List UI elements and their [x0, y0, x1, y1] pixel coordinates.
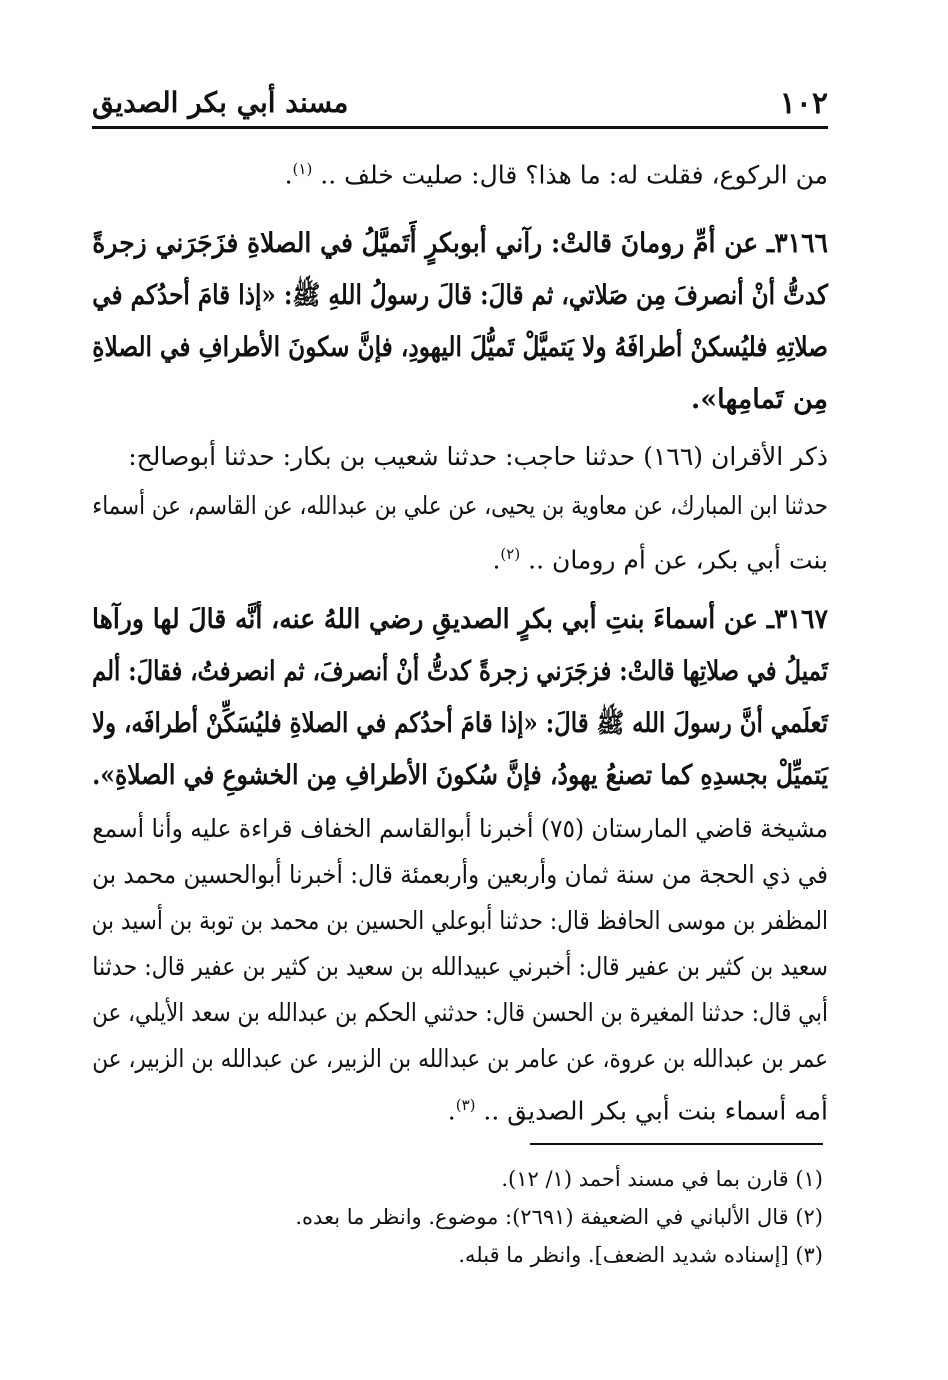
running-title: مسند أبي بكر الصديق	[92, 86, 349, 119]
footnote-3: (٣) [إسناده شديد الضعف]. وانظر ما قبله.	[458, 1243, 823, 1267]
text-line: كدتُّ أنْ أنصرفَ مِن صَلاتي، ثم قالَ: قالَ رسولُ اللهِ ﷺ: «إذا قامَ أحدُكم في	[92, 280, 829, 311]
text-line: في ذي الحجة من سنة ثمان وأربعين وأربعمئة قال: أخبرنا أبوالحسين محمد بن	[92, 860, 829, 889]
text-line: عمر بن عبدالله بن عروة، عن عامر بن عبدالله بن الزبير، عن عبدالله بن الزبير، عن	[92, 1044, 828, 1073]
hadith-3167	[92, 594, 828, 802]
hadith-3166	[92, 218, 828, 426]
source-3166	[92, 432, 828, 584]
text-line: بنت أبي بكر، عن أم رومان .. $^{(٢)}$.	[492, 545, 828, 575]
text-line: أبي قال: حدثنا المغيرة بن الحسن قال: حدثني الحكم بن عبدالله بن سعد الأيلي، عن	[92, 998, 828, 1027]
text-line: ٣١٦٧ـ عن أسماءَ بنتِ أبي بكرٍ الصديقِ رضي اللهُ عنه، أنَّه قالَ لها ورآها	[91, 604, 828, 635]
text-line: صلاتِهِ فليُسكنْ أطرافَهُ ولا يَتميَّلْ تَميُّلَ اليهودِ، فإنَّ سكونَ الأطرافِ في الصلاةِ	[92, 332, 829, 363]
text-line: تَميلُ في صلاتِها قالتْ: فزجَرَني زجرةً كدتُّ أنْ أنصرفَ، ثم انصرفتُ، فقالَ: ألم	[91, 656, 828, 687]
footnote-1: (١) قارن بما في مسند أحمد (١/ ١٢).	[501, 1167, 823, 1191]
text-line: حدثنا ابن المبارك، عن معاوية بن يحيى، عن علي بن عبدالله، عن القاسم، عن أسماء	[92, 491, 828, 520]
page-header	[92, 86, 828, 122]
header-rule	[92, 126, 828, 129]
text-line: ٣١٦٦ـ عن أمِّ رومانَ قالتْ: رآني أبوبكرٍ أَتَميَّلُ في الصلاةِ فزَجَرَني زجرةً	[92, 228, 828, 259]
source-3167	[92, 806, 828, 1134]
footnote-ref: (٢)	[500, 545, 521, 563]
footnote-ref: (٣)	[455, 1096, 476, 1114]
footnote-separator	[530, 1143, 823, 1145]
continuation-paragraph	[92, 146, 828, 198]
text-line: مِن تَمامِها».	[690, 384, 828, 415]
text-line: تَعلَمي أنَّ رسولَ الله ﷺ قالَ: «إذا قامَ أحدُكم في الصلاةِ فليُسَكِّنْ أطرافَه، ولا	[91, 708, 828, 739]
text-line: من الركوع، فقلت له: ما هذا؟ قال: صليت خلف .. $^{(١)}$.	[284, 160, 828, 190]
footnotes	[92, 1160, 823, 1274]
text-line: المظفر بن موسى الحافظ قال: حدثنا أبوعلي الحسين بن محمد بن توبة بن أسيد بن	[91, 906, 829, 935]
text-line: أمه أسماء بنت أبي بكر الصديق .. $^{(٣)}$.	[447, 1096, 828, 1126]
footnote-ref: (١)	[292, 160, 313, 178]
text-line: سعيد بن كثير بن عفير قال: أخبرني عبيدالله بن سعيد بن كثير بن عفير قال: حدثنا	[92, 952, 828, 981]
text-line: مشيخة قاضي المارستان (٧٥) أخبرنا أبوالقاسم الخفاف قراءة عليه وأنا أسمع	[92, 814, 828, 843]
text-line: ذكر الأقران (١٦٦) حدثنا حاجب: حدثنا شعيب بن بكار: حدثنا أبوصالح:	[128, 442, 828, 471]
footnote-2: (٢) قال الألباني في الضعيفة (٢٦٩١): موضوع. وانظر ما بعده.	[295, 1205, 823, 1229]
text-line: يَتميِّلْ بجسدِهِ كما تصنعُ يهودُ، فإنَّ سُكونَ الأطرافِ مِن الخشوعِ في الصلاةِ».	[92, 760, 829, 791]
page-number: ١٠٢	[779, 86, 828, 121]
